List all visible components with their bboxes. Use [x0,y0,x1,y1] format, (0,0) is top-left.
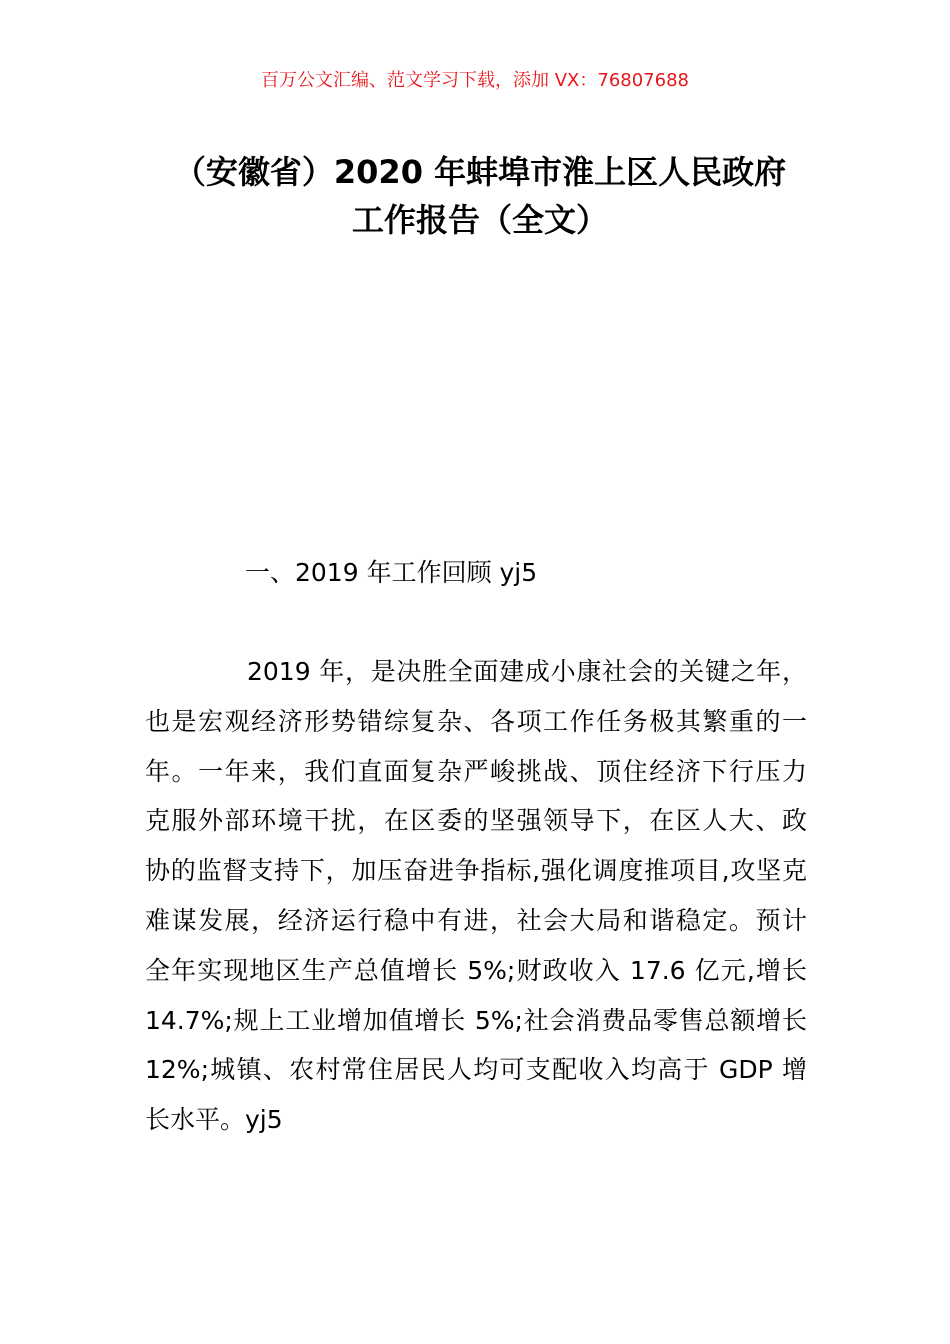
paragraph-line: 克服外部环境干扰，在区委的坚强领导下，在区人大、政 [145,806,807,836]
document-title-line-1: （安徽省）2020 年蚌埠市淮上区人民政府 [173,153,787,191]
paragraph-line: 年。一年来，我们直面复杂严峻挑战、顶住经济下行压力 [145,756,807,786]
document-title-line-2: 工作报告（全文） [351,201,608,239]
paragraph-line: 12%;城镇、农村常住居民人均可支配收入均高于 GDP 增 [145,1055,807,1085]
paragraph-line: 协的监督支持下，加压奋进争指标,强化调度推项目,攻坚克 [145,856,807,886]
paragraph-line: 14.7%;规上工业增加值增长 5%;社会消费品零售总额增长 [145,1005,807,1035]
header-notice: 百万公文汇编、范文学习下载，添加 VX：76807688 [261,70,689,91]
body-paragraph [145,652,807,1150]
section-heading: 一、2019 年工作回顾 yj5 [245,558,538,587]
paragraph-line: 难谋发展，经济运行稳中有进，社会大局和谐稳定。预计 [145,905,807,935]
paragraph-line: 长水平。yj5 [145,1105,283,1135]
paragraph-line: 2019 年，是决胜全面建成小康社会的关键之年， [247,657,807,686]
paragraph-line: 也是宏观经济形势错综复杂、各项工作任务极其繁重的一 [145,706,807,736]
paragraph-line: 全年实现地区生产总值增长 5%;财政收入 17.6 亿元,增长 [145,955,807,985]
